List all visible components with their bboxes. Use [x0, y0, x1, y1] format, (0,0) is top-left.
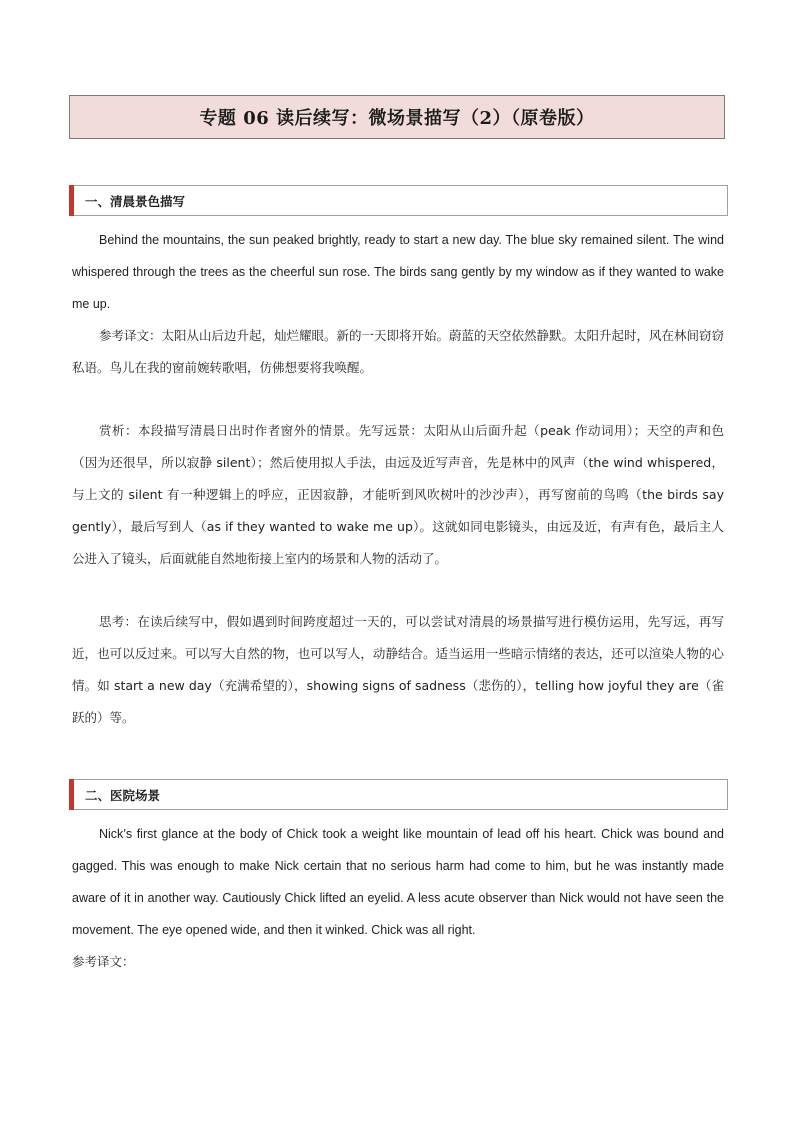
thinking-paragraph: 思考：在读后续写中，假如遇到时间跨度超过一天的，可以尝试对清晨的场景描写进行模仿运用，先写远，再写近，也可以反过来。可以写大自然的物，也可以写人，动静结合。适当运用一些暗示情绪的表达，还可以渲染人物的心情。如 start a new day（充满希望的），showing signs of sadness（悲伤的），telling how joyful they are（雀跃的）等。 — [72, 614, 724, 725]
analysis-paragraph: 赏析：本段描写清晨日出时作者窗外的情景。先写远景：太阳从山后面升起（peak 作动词用）；天空的声和色（因为还很早，所以寂静 silent）；然后使用拟人手法，由远及近写声音，先是林中的风声（the wind whispered，与上文的 silent 有一种逻辑上的呼应，正因寂静，才能听到风吹树叶的沙沙声），再写窗前的鸟鸣（the birds say gently），最后写到人（as if they wanted to wake me up）。这就如同电影镜头，由远及近，有声有色，最后主人公进入了镜头，后面就能自然地衔接上室内的场景和人物的活动了。 — [72, 423, 724, 566]
section-heading-text: 一、清晨景色描写 — [85, 193, 186, 209]
english-passage-morning: Behind the mountains, the sun peaked brightly, ready to start a new day. The blue sky remained silent. The wind whispered through the trees as the cheerful sun rose. The birds sang gently by my window as if they wanted to wake me up. — [72, 233, 724, 311]
page-title: 专题 06 读后续写：微场景描写（2）（原卷版） — [69, 95, 725, 139]
reference-translation-morning: 参考译文：太阳从山后边升起，灿烂耀眼。新的一天即将开始。蔚蓝的天空依然静默。太阳升起时，风在林间窃窃私语。鸟儿在我的窗前婉转歌唱，仿佛想要将我唤醒。 — [72, 328, 725, 375]
section-heading-hospital — [69, 779, 728, 810]
reference-translation-label: 参考译文： — [72, 954, 135, 969]
section-accent-bar — [69, 779, 74, 810]
section-accent-bar — [69, 185, 74, 216]
section-heading-morning — [69, 185, 728, 216]
section-heading-text: 二、医院场景 — [85, 787, 161, 803]
english-passage-hospital: Nick’s first glance at the body of Chick took a weight like mountain of lead off his heart. Chick was bound and gagged. This was enough to make Nick certain that no serious harm had come to him, but he was instantly made aware of it in another way. Cautiously Chick lifted an eyelid. A less acute observer than Nick would not have seen the movement. The eye opened wide, and then it winked. Chick was all right. — [72, 827, 724, 937]
